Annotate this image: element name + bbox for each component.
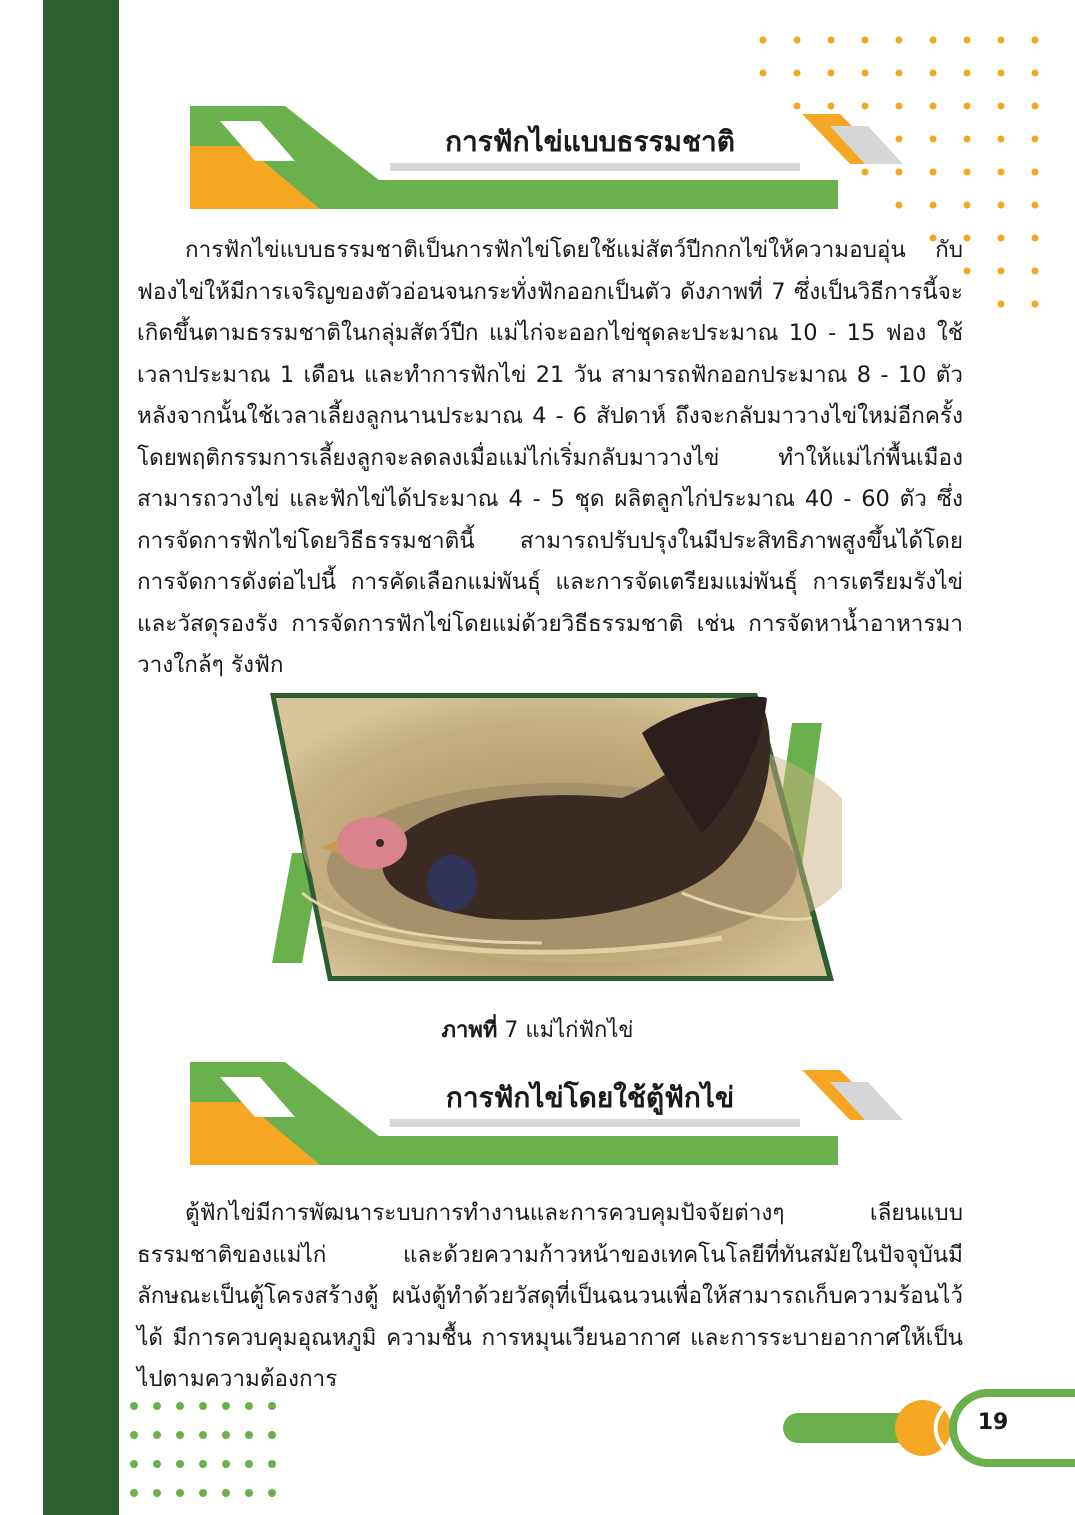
orange-dot [998, 103, 1005, 110]
section2-title: การฟักไข่โดยใช้ตู้ฟักไข่ [445, 1081, 735, 1114]
green-dot [222, 1402, 230, 1410]
figure-caption-label: ภาพที่ [441, 1018, 498, 1043]
green-dot [130, 1402, 138, 1410]
green-dot [153, 1431, 161, 1439]
orange-dot [998, 202, 1005, 209]
orange-dot [1032, 103, 1039, 110]
green-dot [245, 1460, 253, 1468]
green-dot [199, 1489, 207, 1497]
orange-dot [896, 37, 903, 44]
green-dot [268, 1460, 276, 1468]
orange-dot [828, 70, 835, 77]
green-dot [130, 1460, 138, 1468]
orange-dot [1032, 169, 1039, 176]
green-dot [176, 1431, 184, 1439]
orange-dot [930, 136, 937, 143]
orange-dot [998, 136, 1005, 143]
green-dot [199, 1402, 207, 1410]
orange-dot [964, 202, 971, 209]
orange-dot [964, 70, 971, 77]
green-dot [268, 1431, 276, 1439]
orange-dot [964, 169, 971, 176]
orange-dot [998, 70, 1005, 77]
page-number: 19 [977, 1410, 1009, 1435]
section2-paragraph [137, 1193, 963, 1401]
orange-dot [964, 235, 971, 242]
green-dot [268, 1489, 276, 1497]
orange-dot [998, 268, 1005, 275]
hen-nesting-photo [262, 693, 842, 985]
green-dot [130, 1431, 138, 1439]
orange-dot [760, 37, 767, 44]
orange-dot [794, 70, 801, 77]
orange-dot [1032, 202, 1039, 209]
green-dot [268, 1402, 276, 1410]
green-dot [245, 1489, 253, 1497]
green-dot [222, 1431, 230, 1439]
orange-dot [1032, 70, 1039, 77]
left-green-bar [43, 0, 119, 1515]
orange-dot [964, 37, 971, 44]
green-dot [130, 1489, 138, 1497]
section1-header-banner [190, 106, 903, 212]
orange-dot [896, 70, 903, 77]
orange-dot [998, 301, 1005, 308]
green-dot [176, 1402, 184, 1410]
orange-dot [862, 70, 869, 77]
orange-dot [998, 169, 1005, 176]
green-dot [153, 1489, 161, 1497]
section1-paragraph [137, 230, 963, 687]
section1-title: การฟักไข่แบบธรรมชาติ [445, 125, 735, 158]
green-dot [199, 1431, 207, 1439]
figure-caption [0, 1012, 1075, 1047]
orange-dot [964, 268, 971, 275]
figure-caption-number: 7 [504, 1018, 519, 1043]
green-dot [153, 1402, 161, 1410]
green-dot [176, 1489, 184, 1497]
orange-dot [1032, 268, 1039, 275]
section2-paragraph-text: ตู้ฟักไข่มีการพัฒนาระบบการทำงานและการควบคุมปัจจัยต่างๆ เลียนแบบธรรมชาติของแม่ไก่ และด้วยความก้าวหน้าของเทคโนโลยีที่ทันสมัยในปัจจุบันมีลักษณะเป็นตู้โครงสร้างตู้ ผนังตู้ทำด้วยวัสดุที่เป็นฉนวนเพื่อให้สามารถเก็บความร้อนไว้ได้ มีการควบคุมอุณหภูมิ ความชื้น การหมุนเวียนอากาศ และการระบายอากาศให้เป็นไปตามความต้องการ [137, 1200, 963, 1392]
orange-dot [828, 37, 835, 44]
orange-dot [930, 169, 937, 176]
orange-dot [964, 136, 971, 143]
orange-dot [930, 37, 937, 44]
orange-dot [1032, 37, 1039, 44]
green-dot [153, 1460, 161, 1468]
orange-dot [760, 70, 767, 77]
green-dot [199, 1460, 207, 1468]
section2-header-banner [190, 1062, 903, 1168]
green-dot [222, 1489, 230, 1497]
orange-dot [1032, 136, 1039, 143]
orange-dot [998, 37, 1005, 44]
green-dot-pattern [126, 1398, 286, 1503]
green-dot [176, 1460, 184, 1468]
page-number-decoration [783, 1388, 1075, 1468]
orange-dot [1032, 235, 1039, 242]
orange-dot [930, 202, 937, 209]
orange-dot [998, 235, 1005, 242]
orange-dot [862, 37, 869, 44]
orange-dot [794, 37, 801, 44]
green-dot [245, 1431, 253, 1439]
figure-caption-text: แม่ไก่ฟักไข่ [525, 1018, 634, 1043]
green-dot [222, 1460, 230, 1468]
orange-dot [1032, 301, 1039, 308]
orange-dot [930, 70, 937, 77]
orange-dot [964, 103, 971, 110]
orange-dot [930, 103, 937, 110]
green-dot [245, 1402, 253, 1410]
section1-paragraph-text: การฟักไข่แบบธรรมชาติเป็นการฟักไข่โดยใช้แม่สัตว์ปีกกกไข่ให้ความอบอุ่น กับฟองไข่ให้มีการเจริญของตัวอ่อนจนกระทั่งฟักออกเป็นตัว ดังภาพที่ 7 ซึ่งเป็นวิธีการนี้จะเกิดขึ้นตามธรรมชาติในกลุ่มสัตว์ปีก แม่ไก่จะออกไข่ชุดละประมาณ 10 - 15 ฟอง ใช้เวลาประมาณ 1 เดือน และทำการฟักไข่ 21 วัน สามารถฟักออกประมาณ 8 - 10 ตัว หลังจากนั้นใช้เวลาเลี้ยงลูกนานประมาณ 4 - 6 สัปดาห์ ถึงจะกลับมาวางไข่ใหม่อีกครั้ง โดยพฤติกรรมการเลี้ยงลูกจะลดลงเมื่อแม่ไก่เริ่มกลับมาวางไข่ ทำให้แม่ไก่พื้นเมืองสามารถวางไข่ และฟักไข่ได้ประมาณ 4 - 5 ชุด ผลิตลูกไก่ประมาณ 40 - 60 ตัว ซึ่งการจัดการฟักไข่โดยวิธีธรรมชาตินี้ สามารถปรับปรุงในมีประสิทธิภาพสูงขึ้นได้โดยการจัดการดังต่อไปนี้ การคัดเลือกแม่พันธุ์ และการจัดเตรียมแม่พันธุ์ การเตรียมรังไข่และวัสดุรองรัง การจัดการฟักไข่โดยแม่ด้วยวิธีธรรมชาติ เช่น การจัดหาน้ำอาหารมาวางใกล้ๆ รังฟัก [137, 237, 963, 678]
